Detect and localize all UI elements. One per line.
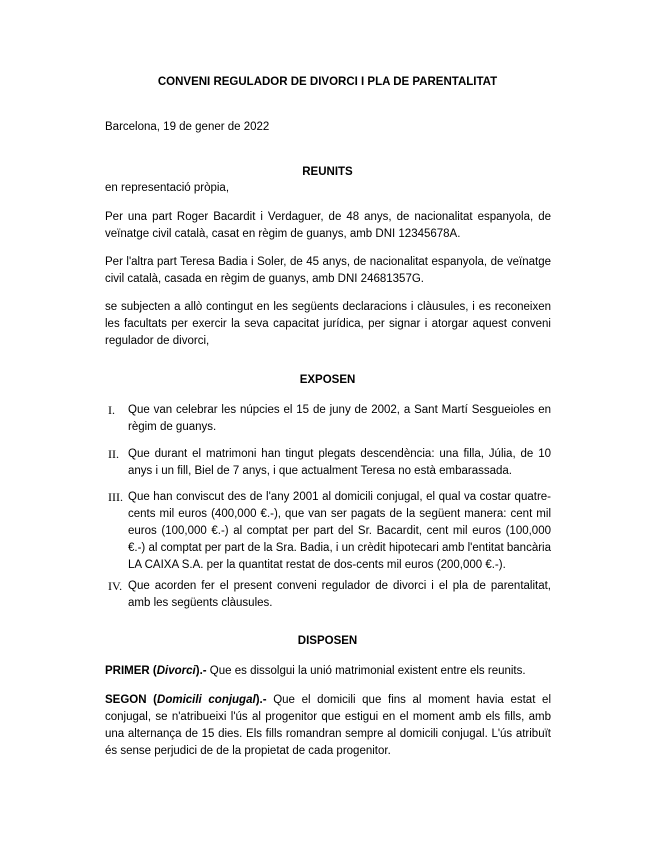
item-text: Que han conviscut des de l'any 2001 al domicili conjugal, el qual va costar quatre-cents mil euros (400,000 €.-), que van ser pagats de la següent manera: cent mil euros (100,000 €.-) al comptat per part del Sr. Bacardit, cent mil euros (100,000 €.-) al comptat per part de la Sra. Badia, i un crèdit hipotecari amb l'entitat bancària LA CAIXA S.A. per la quantitat restat de dos-cents mil euros (200,000 €.-). [128, 491, 551, 571]
reunits-intro: en representació pròpia, [105, 182, 230, 194]
exposen-item [105, 578, 551, 612]
party-2-paragraph: Per l'altra part Teresa Badia i Soler, de 45 anys, de nacionalitat espanyola, de veïnatge civil català, casada en règim de guanys, amb DNI 24681357G. [105, 256, 551, 285]
clause-label-italic: Divorci [156, 665, 196, 677]
exposen-heading: EXPOSEN [299, 374, 356, 386]
place-date: Barcelona, 19 de gener de 2022 [105, 121, 270, 133]
reunits-closing-paragraph: se subjecten a allò contingut en les següents declaracions i clàusules, i es reconeixen les facultats per exercir la seva capacitat jurídica, per signar i atorgar aquest conveni regulador de divorci, [105, 301, 551, 347]
item-text: Que durant el matrimoni han tingut plegats descendència: una filla, Júlia, de 10 anys i un fill, Biel de 7 anys, i que actualment Teresa no està embarassada. [128, 448, 551, 477]
clause-label-end: ).- [195, 665, 207, 677]
reunits-heading: REUNITS [302, 166, 353, 178]
clause-primer [105, 663, 551, 680]
clause-label-italic: Domicili conjugal [157, 694, 256, 706]
item-text: Que acorden fer el present conveni regulador de divorci i el pla de parentalitat, amb les següents clàusules. [128, 580, 551, 609]
clause-text: Que el domicili que fins al moment havia estat el conjugal, se n'atribueixi l'ús al progenitor que estigui en el moment amb els fills, amb una alternança de 15 dies. Els fills romandran sempre al domicili conjugal. L'ús atribuït és sense perjudici de de la propietat de cada progenitor. [105, 694, 551, 757]
item-number: II. [108, 447, 119, 461]
party-1-paragraph: Per una part Roger Bacardit i Verdaguer, de 48 anys, de nacionalitat espanyola, de veïnatge civil català, casat en règim de guanys, amb DNI 12345678A. [105, 211, 551, 240]
clause-label: SEGON ( [105, 694, 158, 706]
document-title: CONVENI REGULADOR DE DIVORCI I PLA DE PARENTALITAT [157, 76, 498, 88]
clause-segon [105, 692, 551, 760]
exposen-item [105, 489, 551, 574]
item-number: I. [108, 403, 115, 417]
disposen-heading: DISPOSEN [297, 635, 358, 647]
clause-text: Que es dissolgui la unió matrimonial existent entre els reunits. [206, 665, 526, 677]
item-number: III. [108, 490, 123, 504]
clause-label: PRIMER ( [105, 665, 157, 677]
clause-label-end: ).- [255, 694, 267, 706]
item-number: IV. [108, 579, 123, 593]
exposen-item [105, 402, 551, 436]
item-text: Que van celebrar les núpcies el 15 de juny de 2002, a Sant Martí Sesgueioles en règim de guanys. [128, 404, 551, 433]
exposen-item [105, 446, 551, 480]
